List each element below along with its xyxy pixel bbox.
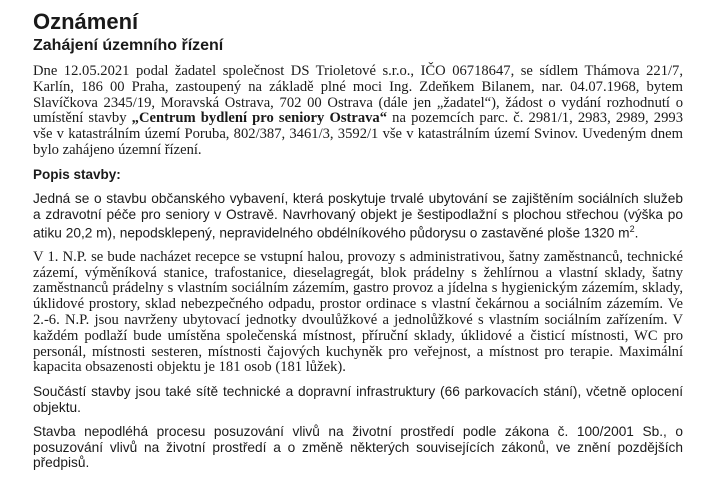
section-heading: Popis stavby:	[33, 166, 121, 182]
paragraph-description	[33, 191, 683, 242]
intro-text: Dne 12.05.2021 podal žadatel společnost DS Trioletové s.r.o., IČO 06718647, se sídlem Thámova 221/7, Karlín, 186 00 Praha, zastoupený na základě plné moci Ing. Zdeňkem Bilanem, nar. 04.07.1968, bytem Slavíčkova 2345/19, Moravská Ostrava, 702 00 Ostrava (dále jen „žadatel“), žádost o vydání rozhodnutí o umístění stavby	[33, 63, 683, 127]
paragraph-infrastructure: Součástí stavby jsou také sítě technické a dopravní infrastruktury (66 parkovacích stání), včetně oplocení objektu.	[33, 384, 683, 415]
document-subtitle: Zahájení územního řízení	[33, 37, 224, 54]
intro-text-end: na pozemcích parc. č. 2981/1, 2983, 2989, 2993 vše v katastrálním území Poruba, 802/387, 3461/3, 3592/1 vše v katastrálním území Svinov. Uvedeným dnem bylo zahájeno územní řízení.	[33, 110, 683, 158]
paragraph-floors: V 1. N.P. se bude nacházet recepce se vstupní halou, provozy s administrativou, šatny zaměstnanců, technické zázemí, výměníková stanice, trafostanice, dieselagregát, blok prádelny s žehlírnou a vlastní sklady, šatny zaměstnanců prádelny s vlastním sociálním zázemím, gastro provoz a jídelna s hygienickým zázemím, sklady, úklidové prostory, sklad nebezpečného odpadu, prostor ordinace s vlastní čekárnou a sociálním zázemím. Ve 2.-6. N.P. jsou navrženy ubytovací jednotky dvoulůžkové a jednolůžkové s vlastním sociálním zařízením. V každém podlaží bude umístěna společenská místnost, příruční sklady, úklidové a čisticí místnosti, WC pro personál, místnosti sesteren, místnosti čajových kuchyněk pro veřejnost, a místnost pro terapie. Maximální kapacita obsazenosti objektu je 181 osob (181 lůžek).	[33, 248, 683, 376]
intro-paragraph	[33, 64, 683, 159]
description-text: Jedná se o stavbu občanského vybavení, která poskytuje trvalé ubytování se zajištěním sociálních služeb a zdravotní péče pro seniory v Ostravě. Navrhovaný objekt je šestipodlažní s plochou střechou (výška po atiku 20,2 m), nepodsklepený, nepravidelného obdélníkového půdorysu o zastavěné ploše 1320 m	[33, 190, 683, 241]
project-name: „Centrum bydlení pro seniory Ostrava“	[131, 110, 388, 127]
paragraph-eia: Stavba nepodléhá procesu posuzování vlivů na životní prostředí podle zákona č. 100/2001 Sb., o posuzování vlivů na životní prostředí a o změně některých souvisejících zákonů, ve znění pozdějších předpisů.	[33, 423, 683, 471]
document-title: Oznámení	[33, 9, 139, 34]
area-unit-superscript: 2	[629, 224, 635, 235]
description-end: .	[634, 225, 639, 241]
document-page	[33, 10, 683, 471]
